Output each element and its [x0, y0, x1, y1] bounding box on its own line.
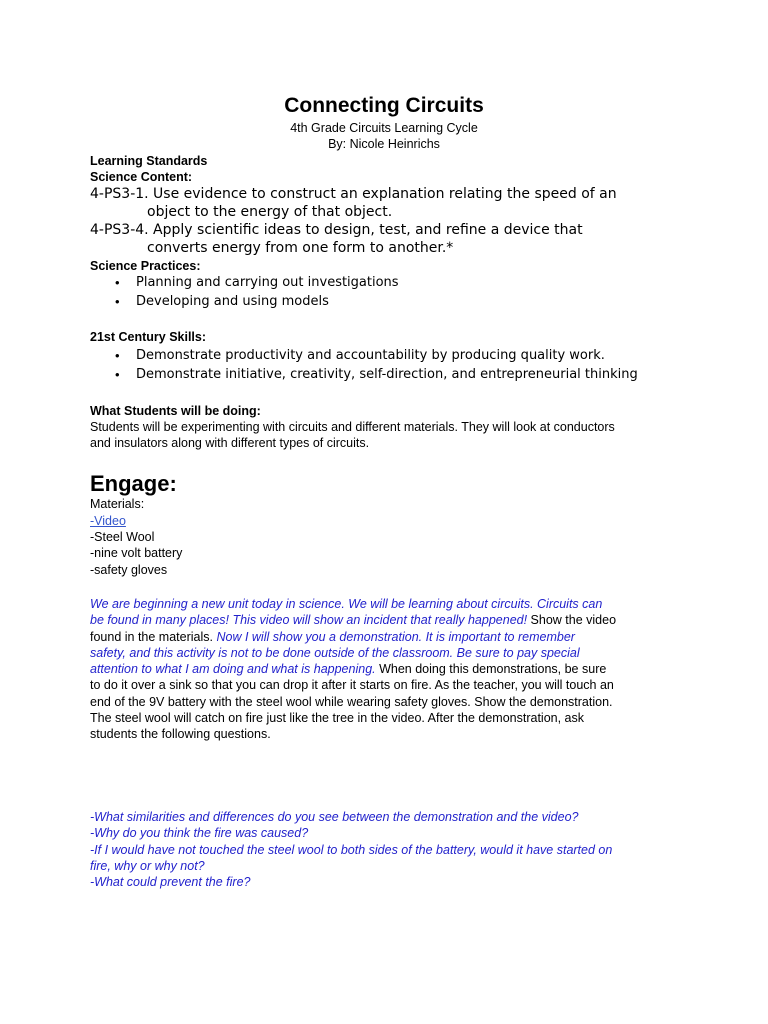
skill-item: Demonstrate initiative, creativity, self-direction, and entrepreneurial thinking	[136, 367, 638, 382]
students-doing-heading: What Students will be doing:	[90, 404, 261, 418]
question-line: fire, why or why not?	[90, 858, 205, 873]
question-line: -Why do you think the fire was caused?	[90, 826, 309, 841]
bullet-icon: •	[115, 367, 120, 382]
standard-4ps3-4-line2: converts energy from one form to another.*	[147, 240, 454, 256]
students-doing-line: and insulators along with different types of circuits.	[90, 436, 370, 450]
paragraph-line: to do it over a sink so that you can drop it after it starts on fire. As the teacher, you will touch an	[90, 678, 614, 693]
standard-4ps3-4-line1: 4-PS3-4. Apply scientific ideas to design, test, and refine a device that	[90, 222, 583, 238]
practice-item: Developing and using models	[136, 294, 329, 309]
bullet-icon: •	[115, 294, 120, 309]
material-item: -Steel Wool	[90, 530, 155, 544]
paragraph-line: end of the 9V battery with the steel wool while wearing safety gloves. Show the demonstration.	[90, 694, 613, 709]
paragraph-line: The steel wool will catch on fire just like the tree in the video. After the demonstration, ask	[90, 711, 585, 726]
science-practices-heading: Science Practices:	[90, 259, 201, 273]
document-title: Connecting Circuits	[284, 94, 484, 117]
document-author: By: Nicole Heinrichs	[328, 137, 440, 151]
question-line: -What similarities and differences do you see between the demonstration and the video?	[90, 810, 579, 824]
video-link[interactable]: -Video	[90, 514, 126, 528]
paragraph-line: attention to what I am doing and what is happening. When doing this demonstrations, be sure	[90, 662, 607, 677]
paragraph-line: found in the materials. Now I will show you a demonstration. It is important to remember	[90, 629, 575, 644]
material-item: -nine volt battery	[90, 546, 183, 560]
science-content-heading: Science Content:	[90, 170, 193, 184]
standard-4ps3-1-line2: object to the energy of that object.	[147, 204, 393, 220]
standard-4ps3-1-line1: 4-PS3-1. Use evidence to construct an explanation relating the speed of an	[90, 186, 617, 202]
paragraph-line: students the following questions.	[90, 727, 271, 742]
paragraph-line: We are beginning a new unit today in science. We will be learning about circuits. Circuits can	[90, 597, 603, 611]
students-doing-line: Students will be experimenting with circuits and different materials. They will look at conductors	[90, 420, 615, 434]
material-item: -safety gloves	[90, 563, 168, 577]
skill-item: Demonstrate productivity and accountability by producing quality work.	[136, 348, 605, 363]
paragraph-line: safety, and this activity is not to be done outside of the classroom. Be sure to pay special	[90, 645, 580, 660]
question-line: -What could prevent the fire?	[90, 875, 251, 890]
materials-label: Materials:	[90, 497, 145, 511]
engage-paragraph	[90, 596, 690, 743]
discussion-questions	[90, 809, 690, 890]
question-line: -If I would have not touched the steel wool to both sides of the battery, would it have started on	[90, 842, 613, 857]
practice-item: Planning and carrying out investigations	[136, 275, 399, 290]
paragraph-line: be found in many places! This video will show an incident that really happened! Show the video	[90, 613, 617, 628]
century-skills-heading: 21st Century Skills:	[90, 330, 207, 344]
learning-standards-heading: Learning Standards	[90, 154, 208, 168]
bullet-icon: •	[115, 348, 120, 363]
bullet-icon: •	[115, 275, 120, 290]
engage-heading: Engage:	[90, 471, 177, 496]
document-subtitle: 4th Grade Circuits Learning Cycle	[290, 121, 478, 135]
